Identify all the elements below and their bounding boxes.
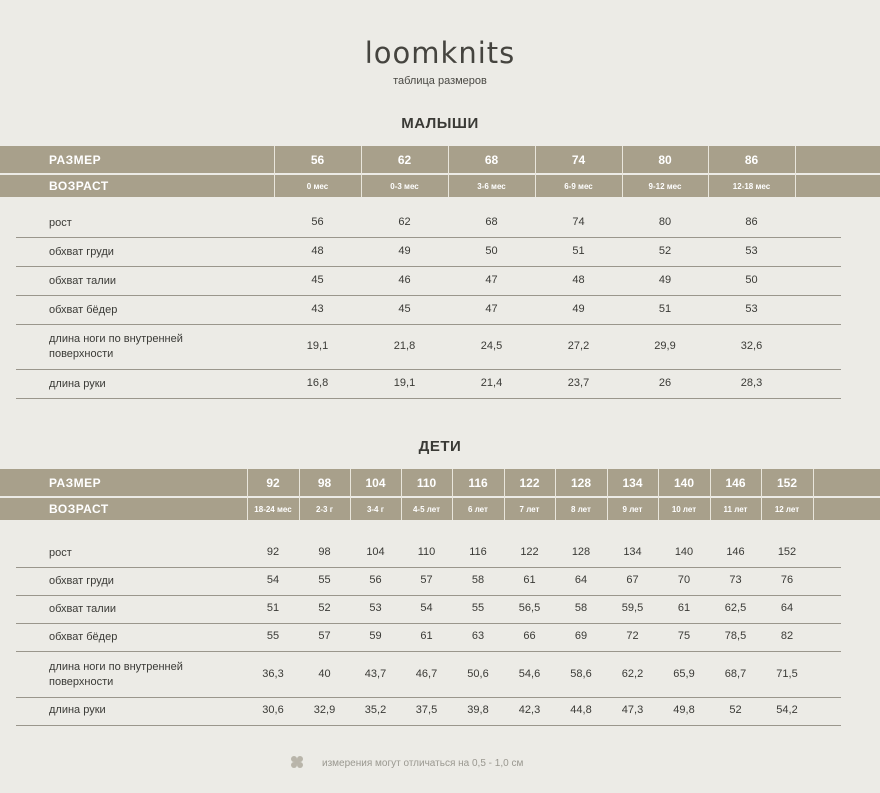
column-divider (535, 146, 536, 197)
age-cell: 12-18 мес (732, 181, 771, 191)
age-cell: 0-3 мес (390, 181, 419, 191)
value-cell: 57 (420, 574, 433, 586)
size-cell: 104 (365, 475, 386, 490)
row-label: обхват бёдер (49, 630, 118, 643)
row-label: длина ноги по внутренней поверхности (49, 333, 183, 360)
age-cell: 6-9 мес (564, 181, 593, 191)
value-cell: 76 (780, 574, 794, 586)
value-cell: 51 (266, 602, 280, 614)
value-cell: 58 (471, 574, 485, 586)
size-cell: 128 (570, 475, 592, 490)
value-cell: 23,7 (567, 377, 590, 389)
row-label: длина руки (49, 704, 106, 716)
table-row (0, 541, 880, 567)
size-cell: 80 (658, 152, 672, 167)
value-cell: 48 (311, 245, 324, 257)
row-rule (16, 567, 841, 568)
table-row (0, 597, 880, 623)
measurement-note: измерения могут отличаться на 0,5 - 1,0 см (322, 758, 524, 769)
value-cell: 50 (745, 274, 758, 286)
column-divider (813, 469, 814, 520)
value-cell: 56 (369, 574, 382, 586)
row-rule (16, 237, 841, 238)
row-label: обхват талии (49, 274, 116, 287)
row-rule (16, 369, 841, 370)
value-cell: 72 (626, 630, 639, 642)
value-cell: 146 (726, 546, 745, 558)
value-cell: 92 (266, 546, 280, 558)
column-divider (361, 146, 362, 197)
value-cell: 45 (398, 303, 411, 315)
value-cell: 35,2 (364, 703, 387, 716)
value-cell: 55 (266, 630, 280, 642)
table-row (0, 298, 880, 324)
value-cell: 80 (658, 216, 672, 228)
row-rule (16, 398, 841, 399)
column-divider (452, 469, 453, 520)
column-divider (658, 469, 659, 520)
value-cell: 39,8 (467, 703, 489, 716)
value-cell: 110 (417, 546, 436, 558)
value-cell: 116 (469, 546, 487, 558)
value-cell: 134 (623, 546, 642, 558)
row-label: обхват груди (49, 245, 114, 258)
value-cell: 62,2 (621, 668, 644, 680)
value-cell: 50 (485, 245, 498, 257)
row-label: обхват бёдер (49, 303, 118, 316)
value-cell: 44,8 (570, 703, 592, 716)
value-cell: 47 (485, 303, 498, 315)
value-cell: 64 (574, 574, 588, 586)
value-cell: 61 (523, 574, 536, 586)
value-cell: 27,2 (567, 340, 590, 352)
table-row (0, 211, 880, 237)
value-cell: 49,8 (673, 703, 695, 716)
value-cell: 49 (398, 245, 411, 257)
value-cell: 42,3 (518, 703, 541, 716)
value-cell: 63 (471, 630, 485, 642)
page-subtitle: таблица размеров (393, 75, 487, 87)
row-label: рост (49, 216, 72, 229)
size-cell: 86 (744, 152, 759, 167)
row-rule (16, 266, 841, 267)
value-cell: 86 (745, 216, 758, 228)
size-cell: 140 (673, 475, 695, 490)
value-cell: 30,6 (262, 703, 284, 716)
table-row (0, 269, 880, 295)
value-cell: 47 (485, 274, 498, 286)
column-divider (708, 146, 709, 197)
value-cell: 73 (729, 574, 742, 586)
size-cell: 116 (468, 475, 488, 490)
value-cell: 46,7 (415, 668, 438, 680)
age-cell: 3-4 г (366, 504, 385, 514)
column-divider (401, 469, 402, 520)
column-divider (761, 469, 762, 520)
column-divider (622, 146, 623, 197)
size-label: РАЗМЕР (49, 152, 102, 167)
value-cell: 28,3 (740, 377, 763, 389)
value-cell: 26 (658, 377, 672, 389)
value-cell: 45 (311, 274, 324, 286)
value-cell: 55 (318, 574, 331, 586)
row-rule (16, 324, 841, 325)
age-cell: 9-12 мес (648, 181, 682, 191)
age-cell: 10 лет (671, 504, 697, 514)
age-cell: 2-3 г (315, 504, 334, 514)
header-band (0, 146, 880, 197)
value-cell: 61 (420, 630, 433, 642)
column-divider (350, 469, 351, 520)
age-label: ВОЗРАСТ (49, 179, 109, 193)
row-rule (16, 595, 841, 596)
value-cell: 64 (780, 602, 794, 614)
value-cell: 65,9 (673, 668, 695, 680)
age-cell: 3-6 мес (477, 181, 506, 191)
size-header-row (0, 469, 880, 496)
age-cell: 6 лет (468, 504, 488, 514)
row-rule (16, 623, 841, 624)
age-header-row (0, 498, 880, 520)
value-cell: 48 (572, 274, 585, 286)
value-cell: 40 (318, 668, 331, 680)
value-cell: 32,9 (313, 703, 336, 716)
value-cell: 74 (572, 216, 585, 228)
value-cell: 66 (523, 630, 536, 642)
value-cell: 43 (311, 303, 324, 315)
column-divider (607, 469, 608, 520)
size-label: РАЗМЕР (49, 475, 102, 490)
value-cell: 47,3 (621, 703, 644, 716)
row-rule (16, 725, 841, 726)
value-cell: 49 (658, 274, 672, 286)
row-label: обхват груди (49, 574, 114, 587)
size-cell: 56 (310, 152, 325, 167)
column-divider (504, 469, 505, 520)
value-cell: 57 (318, 630, 331, 642)
value-cell: 152 (777, 546, 797, 558)
value-cell: 54 (420, 602, 433, 614)
value-cell: 68,7 (724, 668, 747, 680)
column-divider (555, 469, 556, 520)
value-cell: 128 (571, 546, 591, 558)
age-cell: 7 лет (519, 504, 540, 514)
brand-logo: loomknits (364, 36, 516, 70)
row-rule (16, 651, 841, 652)
column-divider (795, 146, 796, 197)
value-cell: 56 (311, 216, 324, 228)
value-cell: 59 (369, 630, 382, 642)
value-cell: 46 (398, 274, 411, 286)
value-cell: 140 (674, 546, 694, 558)
age-label: ВОЗРАСТ (49, 502, 109, 516)
age-cell: 12 лет (774, 504, 800, 514)
value-cell: 52 (318, 602, 331, 614)
size-cell: 68 (484, 152, 499, 167)
table-row (0, 655, 880, 697)
value-cell: 32,6 (740, 340, 763, 352)
value-cell: 52 (658, 245, 672, 257)
age-cell: 18-24 мес (254, 504, 292, 514)
value-cell: 51 (572, 245, 585, 257)
size-cell: 122 (519, 475, 540, 490)
value-cell: 56,5 (518, 602, 541, 614)
value-cell: 49 (572, 303, 585, 315)
row-label: обхват талии (49, 602, 116, 615)
age-cell: 8 лет (571, 504, 591, 514)
value-cell: 71,5 (776, 668, 798, 680)
size-cell: 74 (571, 152, 586, 167)
value-cell: 75 (677, 630, 691, 642)
value-cell: 55 (471, 602, 485, 614)
age-cell: 4-5 лет (412, 504, 441, 514)
value-cell: 58 (574, 602, 588, 614)
size-cell: 110 (416, 475, 437, 490)
value-cell: 37,5 (415, 703, 438, 716)
size-cell: 134 (622, 475, 643, 490)
table-row (0, 625, 880, 651)
value-cell: 50,6 (467, 668, 489, 680)
value-cell: 62 (398, 216, 411, 228)
value-cell: 43,7 (364, 668, 387, 680)
value-cell: 82 (780, 630, 794, 642)
table-row (0, 327, 880, 369)
value-cell: 51 (658, 303, 672, 315)
age-header-row (0, 175, 880, 197)
size-cell: 62 (397, 152, 412, 167)
value-cell: 54,2 (776, 703, 798, 716)
age-cell: 0 мес (306, 181, 329, 191)
size-header-row (0, 146, 880, 173)
age-cell: 11 лет (723, 504, 748, 514)
table-row (0, 698, 880, 725)
value-cell: 104 (366, 546, 385, 558)
size-cell: 98 (317, 475, 332, 490)
value-cell: 61 (677, 602, 691, 614)
value-cell: 58,6 (570, 668, 592, 680)
value-cell: 59,5 (621, 602, 644, 614)
header-divider (0, 496, 880, 498)
value-cell: 54 (266, 574, 280, 586)
value-cell: 68 (485, 216, 498, 228)
row-label: длина ноги по внутренней поверхности (49, 661, 183, 688)
table-row (0, 569, 880, 595)
value-cell: 16,8 (306, 377, 329, 389)
column-divider (247, 469, 248, 520)
row-label: рост (49, 546, 72, 559)
value-cell: 62,5 (724, 602, 747, 614)
value-cell: 21,4 (480, 377, 503, 389)
size-cell: 152 (776, 475, 798, 490)
value-cell: 69 (574, 630, 588, 642)
value-cell: 67 (626, 574, 639, 586)
table-row (0, 372, 880, 398)
header-divider (0, 173, 880, 175)
value-cell: 122 (520, 546, 539, 558)
babies-section-title: МАЛЫШИ (401, 115, 479, 132)
value-cell: 52 (729, 703, 742, 716)
column-divider (448, 146, 449, 197)
value-cell: 53 (745, 245, 758, 257)
value-cell: 70 (677, 574, 691, 586)
size-cell: 92 (266, 475, 280, 490)
value-cell: 36,3 (262, 668, 284, 680)
value-cell: 53 (745, 303, 758, 315)
header-band (0, 469, 880, 520)
age-cell: 9 лет (622, 504, 643, 514)
value-cell: 24,5 (480, 340, 503, 352)
value-cell: 21,8 (393, 340, 416, 352)
table-row (0, 240, 880, 266)
size-cell: 146 (725, 475, 746, 490)
value-cell: 29,9 (654, 340, 676, 352)
kids-section-title: ДЕТИ (418, 438, 462, 455)
value-cell: 54,6 (518, 668, 541, 680)
column-divider (274, 146, 275, 197)
cross-flower-icon (290, 755, 304, 769)
value-cell: 53 (369, 602, 382, 614)
row-label: длина руки (49, 377, 106, 390)
row-rule (16, 295, 841, 296)
column-divider (710, 469, 711, 520)
value-cell: 78,5 (724, 630, 747, 642)
value-cell: 98 (318, 546, 331, 558)
value-cell: 19,1 (393, 377, 416, 389)
column-divider (299, 469, 300, 520)
value-cell: 19,1 (306, 340, 329, 352)
